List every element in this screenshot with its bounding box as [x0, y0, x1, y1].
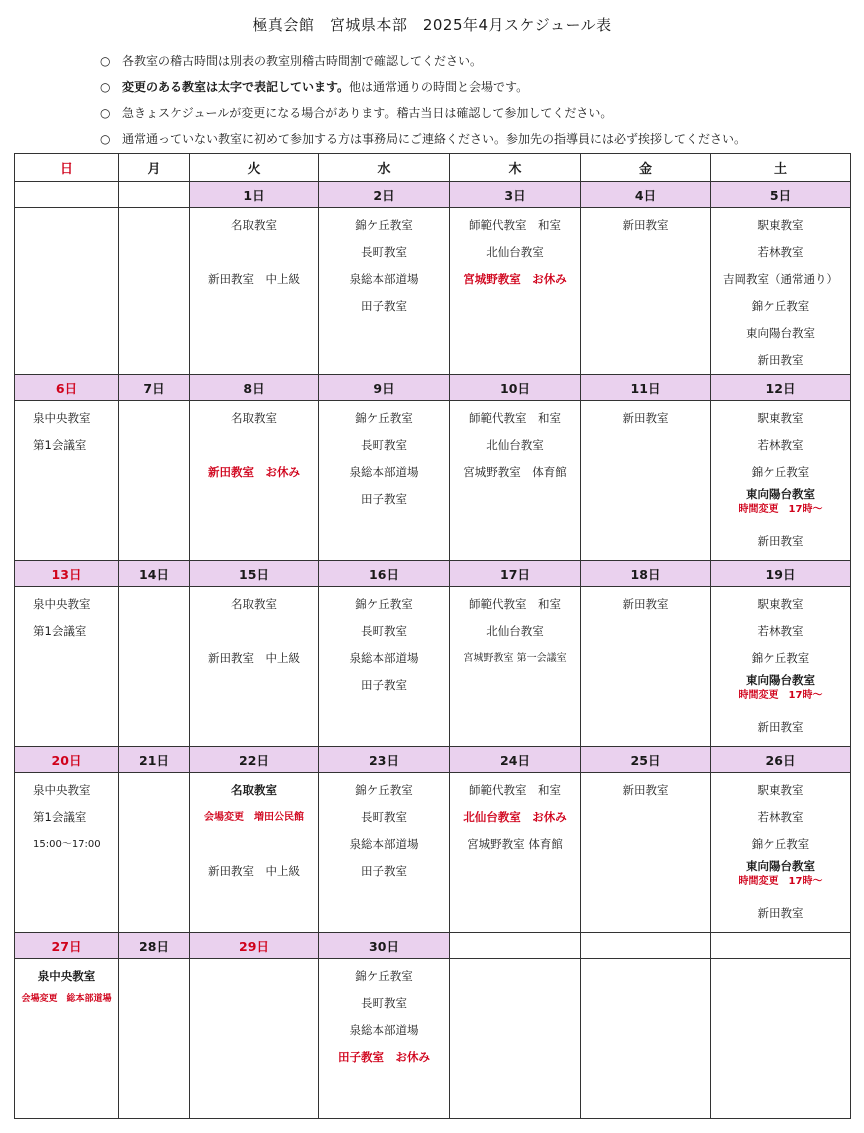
class-entry: 長町教室	[361, 438, 407, 452]
schedule-cell	[15, 587, 119, 747]
schedule-cell	[119, 401, 190, 561]
schedule-cell	[190, 208, 319, 375]
note-text: 他は通常通りの時間と会場です。	[349, 80, 529, 94]
note-bold: 変更のある教室は太字で表記しています。	[122, 80, 350, 94]
date-cell	[450, 933, 581, 959]
class-entry: 新田教室	[757, 720, 804, 734]
class-entry: 錦ケ丘教室	[355, 218, 413, 232]
weekday-sat: 土	[711, 154, 851, 182]
class-entry: 第1会議室	[33, 810, 87, 824]
note-text: 各教室の稽古時間は別表の教室別稽古時間割で確認してください。	[122, 54, 483, 68]
class-entry: 泉総本部道場	[349, 837, 419, 851]
class-entry: 師範代教室 和室	[469, 218, 561, 232]
class-entry: 名取教室	[231, 597, 277, 611]
class-entry: 時間変更 17時～	[738, 690, 823, 701]
schedule-cell	[190, 401, 319, 561]
date-cell: 27日	[15, 933, 119, 959]
class-entry: 泉総本部道場	[349, 1023, 419, 1037]
class-entry: 師範代教室 和室	[469, 411, 561, 425]
class-entry: 新田教室 お休み	[208, 465, 300, 479]
circle-bullet-icon: ○	[100, 106, 111, 120]
class-entry: 長町教室	[361, 624, 407, 638]
date-cell: 9日	[319, 375, 450, 401]
weekday-header-row	[15, 154, 851, 182]
schedule-cell	[711, 773, 851, 933]
class-entry: 駅東教室	[757, 218, 804, 232]
class-entry: 15:00～17:00	[33, 839, 101, 850]
date-cell: 14日	[119, 561, 190, 587]
class-entry: 東向陽台教室	[746, 487, 815, 501]
class-entry: 若林教室	[757, 810, 804, 824]
class-entry: 泉総本部道場	[349, 651, 419, 665]
class-entry: 宮城野教室 体育館	[463, 465, 567, 479]
calendar-body	[15, 182, 851, 1119]
schedule-cell	[190, 773, 319, 933]
class-entry: 田子教室	[361, 492, 407, 506]
date-cell	[119, 182, 190, 208]
class-entry: 駅東教室	[757, 411, 804, 425]
class-entry: 時間変更 17時～	[738, 504, 823, 515]
schedule-cell	[581, 401, 711, 561]
note-text: 通常通っていない教室に初めて参加する方は事務局にご連絡ください。参加先の指導員には必ず挨拶してください。	[122, 132, 747, 146]
page-title: 極真会館 宮城県本部 2025年4月スケジュール表	[252, 16, 612, 34]
class-entry: 泉中央教室	[33, 411, 91, 425]
schedule-cell	[15, 401, 119, 561]
class-entry: 名取教室	[231, 783, 277, 797]
date-cell: 21日	[119, 747, 190, 773]
class-entry: 長町教室	[361, 810, 407, 824]
class-entry: 師範代教室 和室	[469, 597, 561, 611]
class-entry: 北仙台教室	[486, 438, 544, 452]
schedule-cell	[581, 587, 711, 747]
date-cell: 24日	[450, 747, 581, 773]
class-entry: 泉中央教室	[33, 597, 91, 611]
class-entry: 宮城野教室 体育館	[467, 837, 563, 851]
weekday-tue: 火	[190, 154, 319, 182]
class-entry: 吉岡教室（通常通り）	[723, 272, 838, 286]
schedule-cell	[711, 959, 851, 1119]
class-entry	[190, 831, 318, 858]
schedule-cell	[15, 959, 119, 1119]
date-cell	[711, 933, 851, 959]
class-entry	[190, 239, 318, 266]
date-cell: 18日	[581, 561, 711, 587]
schedule-cell	[119, 587, 190, 747]
class-entry: 会場変更 総本部道場	[21, 994, 112, 1004]
date-cell: 5日	[711, 182, 851, 208]
weekday-mon: 月	[119, 154, 190, 182]
class-entry: 宮城野教室 お休み	[463, 272, 567, 286]
date-cell: 8日	[190, 375, 319, 401]
date-cell: 23日	[319, 747, 450, 773]
date-row	[15, 182, 851, 208]
date-cell: 4日	[581, 182, 711, 208]
date-cell: 30日	[319, 933, 450, 959]
class-entry: 若林教室	[757, 438, 804, 452]
note-item	[100, 74, 850, 100]
class-entry: 新田教室	[622, 783, 669, 797]
class-entry: 田子教室	[361, 299, 407, 313]
schedule-cell	[119, 208, 190, 375]
class-entry: 錦ケ丘教室	[751, 837, 810, 851]
class-entry: 第1会議室	[33, 624, 87, 638]
note-item	[100, 126, 850, 152]
schedule-cell	[711, 587, 851, 747]
schedule-cell	[450, 773, 581, 933]
date-cell: 2日	[319, 182, 450, 208]
weekday-wed: 水	[319, 154, 450, 182]
class-entry: 新田教室	[622, 411, 669, 425]
class-entry: 東向陽台教室	[746, 673, 815, 687]
class-entry	[190, 618, 318, 645]
schedule-row	[15, 208, 851, 375]
schedule-cell	[119, 773, 190, 933]
schedule-cell	[319, 208, 450, 375]
class-entry: 師範代教室 和室	[469, 783, 561, 797]
class-entry: 東向陽台教室	[746, 859, 815, 873]
class-entry: 駅東教室	[757, 783, 804, 797]
schedule-cell	[119, 959, 190, 1119]
schedule-cell	[450, 401, 581, 561]
circle-bullet-icon: ○	[100, 54, 111, 68]
class-entry: 錦ケ丘教室	[355, 969, 413, 983]
date-cell: 11日	[581, 375, 711, 401]
date-cell: 12日	[711, 375, 851, 401]
date-cell: 3日	[450, 182, 581, 208]
class-entry: 北仙台教室	[486, 245, 544, 259]
class-entry: 長町教室	[361, 245, 407, 259]
weekday-sun: 日	[15, 154, 119, 182]
notes-list	[100, 48, 850, 152]
class-entry: 田子教室	[361, 678, 407, 692]
date-cell	[15, 182, 119, 208]
class-entry: 東向陽台教室	[746, 326, 815, 340]
schedule-cell	[581, 773, 711, 933]
date-cell: 1日	[190, 182, 319, 208]
class-entry: 泉総本部道場	[349, 272, 419, 286]
circle-bullet-icon: ○	[100, 132, 111, 146]
date-cell: 29日	[190, 933, 319, 959]
schedule-cell	[15, 208, 119, 375]
class-entry: 泉中央教室	[33, 783, 91, 797]
class-entry: 若林教室	[757, 624, 804, 638]
class-entry: 北仙台教室 お休み	[463, 810, 567, 824]
class-entry	[190, 432, 318, 459]
schedule-cell	[581, 959, 711, 1119]
class-entry: 泉総本部道場	[349, 465, 419, 479]
date-row	[15, 375, 851, 401]
class-entry: 錦ケ丘教室	[751, 299, 810, 313]
schedule-cell	[450, 959, 581, 1119]
date-cell: 16日	[319, 561, 450, 587]
class-entry: 時間変更 17時～	[738, 876, 823, 887]
class-entry: 新田教室	[622, 218, 669, 232]
class-entry: 錦ケ丘教室	[355, 597, 413, 611]
schedule-cell	[711, 208, 851, 375]
date-cell: 28日	[119, 933, 190, 959]
schedule-row	[15, 587, 851, 747]
date-cell	[581, 933, 711, 959]
date-cell: 19日	[711, 561, 851, 587]
date-cell: 13日	[15, 561, 119, 587]
class-entry: 宮城野教室 第一会議室	[463, 653, 567, 664]
schedule-cell	[581, 208, 711, 375]
class-entry: 錦ケ丘教室	[355, 411, 413, 425]
class-entry: 会場変更 増田公民館	[204, 812, 304, 823]
schedule-cell	[711, 401, 851, 561]
schedule-cell	[450, 208, 581, 375]
weekday-fri: 金	[581, 154, 711, 182]
schedule-row	[15, 401, 851, 561]
schedule-cell	[15, 773, 119, 933]
class-entry: 駅東教室	[757, 597, 804, 611]
date-cell: 22日	[190, 747, 319, 773]
schedule-cell	[319, 401, 450, 561]
class-entry: 北仙台教室	[486, 624, 544, 638]
class-entry: 錦ケ丘教室	[751, 465, 810, 479]
schedule-row	[15, 773, 851, 933]
class-entry: 泉中央教室	[37, 969, 96, 983]
class-entry: 新田教室	[622, 597, 669, 611]
class-entry: 名取教室	[231, 218, 277, 232]
date-cell: 10日	[450, 375, 581, 401]
class-entry: 新田教室	[757, 353, 804, 367]
class-entry: 新田教室 中上級	[208, 864, 300, 878]
circle-bullet-icon: ○	[100, 80, 111, 94]
class-entry: 田子教室	[361, 864, 407, 878]
class-entry: 田子教室 お休み	[338, 1050, 430, 1064]
class-entry: 第1会議室	[33, 438, 87, 452]
date-row	[15, 561, 851, 587]
class-entry: 新田教室	[757, 534, 804, 548]
schedule-cell	[319, 773, 450, 933]
note-text: 急きょスケジュールが変更になる場合があります。稽古当日は確認して参加してください。	[122, 106, 613, 120]
date-cell: 20日	[15, 747, 119, 773]
class-entry: 錦ケ丘教室	[751, 651, 810, 665]
date-cell: 15日	[190, 561, 319, 587]
schedule-calendar	[14, 153, 851, 1119]
schedule-cell	[190, 959, 319, 1119]
class-entry: 新田教室 中上級	[208, 651, 300, 665]
schedule-cell	[319, 587, 450, 747]
date-cell: 7日	[119, 375, 190, 401]
weekday-thu: 木	[450, 154, 581, 182]
date-row	[15, 747, 851, 773]
date-cell: 17日	[450, 561, 581, 587]
date-row	[15, 933, 851, 959]
schedule-cell	[319, 959, 450, 1119]
note-item	[100, 48, 850, 74]
schedule-cell	[190, 587, 319, 747]
class-entry: 長町教室	[361, 996, 407, 1010]
class-entry: 新田教室	[757, 906, 804, 920]
class-entry: 錦ケ丘教室	[355, 783, 413, 797]
date-cell: 25日	[581, 747, 711, 773]
class-entry: 名取教室	[231, 411, 277, 425]
note-item	[100, 100, 850, 126]
schedule-cell	[450, 587, 581, 747]
date-cell: 26日	[711, 747, 851, 773]
date-cell: 6日	[15, 375, 119, 401]
schedule-row	[15, 959, 851, 1119]
class-entry: 若林教室	[757, 245, 804, 259]
class-entry: 新田教室 中上級	[208, 272, 300, 286]
